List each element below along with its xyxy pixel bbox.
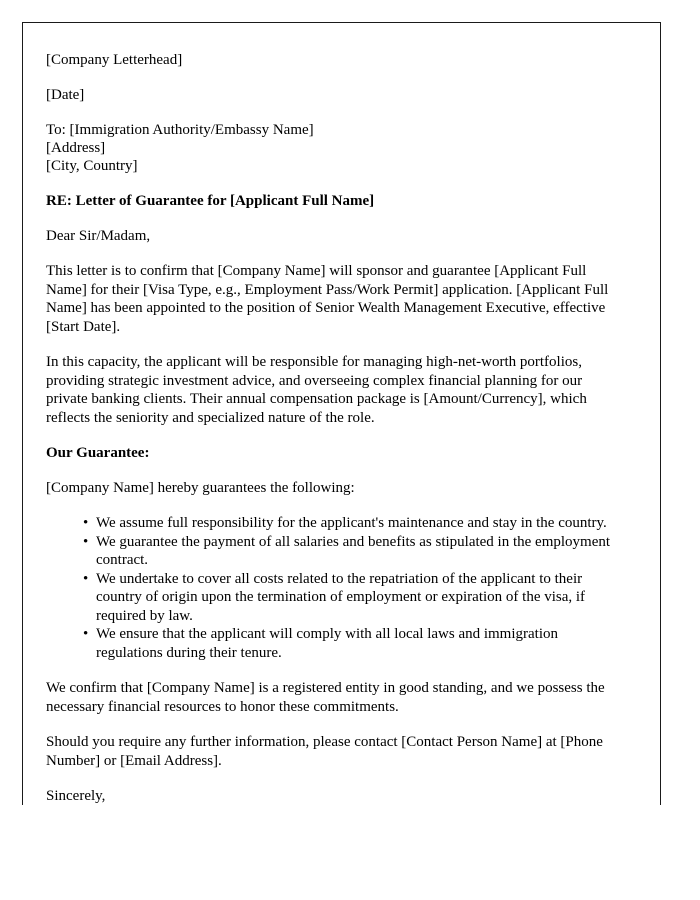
closing-salutation: Sincerely, <box>46 788 106 804</box>
list-item: • We assume full responsibility for the applicant's maintenance and stay in the country. <box>84 514 626 533</box>
list-item: • We undertake to cover all costs related to the repatriation of the applicant to their country of origin upon the termination of employment or expiration of the visa, if required by law. <box>84 570 626 626</box>
recipient-address-line: [Address] <box>46 140 106 156</box>
salutation: Dear Sir/Madam, <box>46 228 151 244</box>
list-item: • We ensure that the applicant will comply with all local laws and immigration regulations during their tenure. <box>84 625 626 662</box>
guarantee-section-heading: Our Guarantee: <box>46 445 150 461</box>
date-placeholder: [Date] <box>46 87 85 103</box>
recipient-address-block <box>46 121 626 175</box>
document-body <box>23 23 660 805</box>
guarantee-intro-line: [Company Name] hereby guarantees the following: <box>46 480 355 496</box>
guarantee-items-list <box>46 514 626 662</box>
recipient-authority-line: To: [Immigration Authority/Embassy Name] <box>46 122 314 138</box>
paragraph-contact-information: Should you require any further information, please contact [Contact Person Name] at [Phone Number] or [Email Address]. <box>46 734 603 769</box>
subject-line: RE: Letter of Guarantee for [Applicant Full Name] <box>46 193 375 209</box>
list-item: • We guarantee the payment of all salaries and benefits as stipulated in the employment contract. <box>84 533 626 570</box>
paragraph-registered-entity: We confirm that [Company Name] is a registered entity in good standing, and we possess the necessary financial resources to honor these commitments. <box>46 680 605 715</box>
recipient-city-country-line: [City, Country] <box>46 158 138 174</box>
paragraph-role-responsibilities: In this capacity, the applicant will be responsible for managing high-net-worth portfolios, providing strategic investment advice, and overseeing complex financial planning for our private banking clients. Their annual compensation package is [Amount/Currency], which reflects the seniority and specialized nature of the role. <box>46 354 587 426</box>
company-letterhead-placeholder: [Company Letterhead] <box>46 52 183 68</box>
document-page <box>22 22 661 805</box>
paragraph-sponsorship-confirmation: This letter is to confirm that [Company Name] will sponsor and guarantee [Applicant Full Name] for their [Visa Type, e.g., Employment Pass/Work Permit] application. [Applicant Full Name] has been appointed to the position of Senior Wealth Management Executive, effective [Start Date]. <box>46 263 609 335</box>
